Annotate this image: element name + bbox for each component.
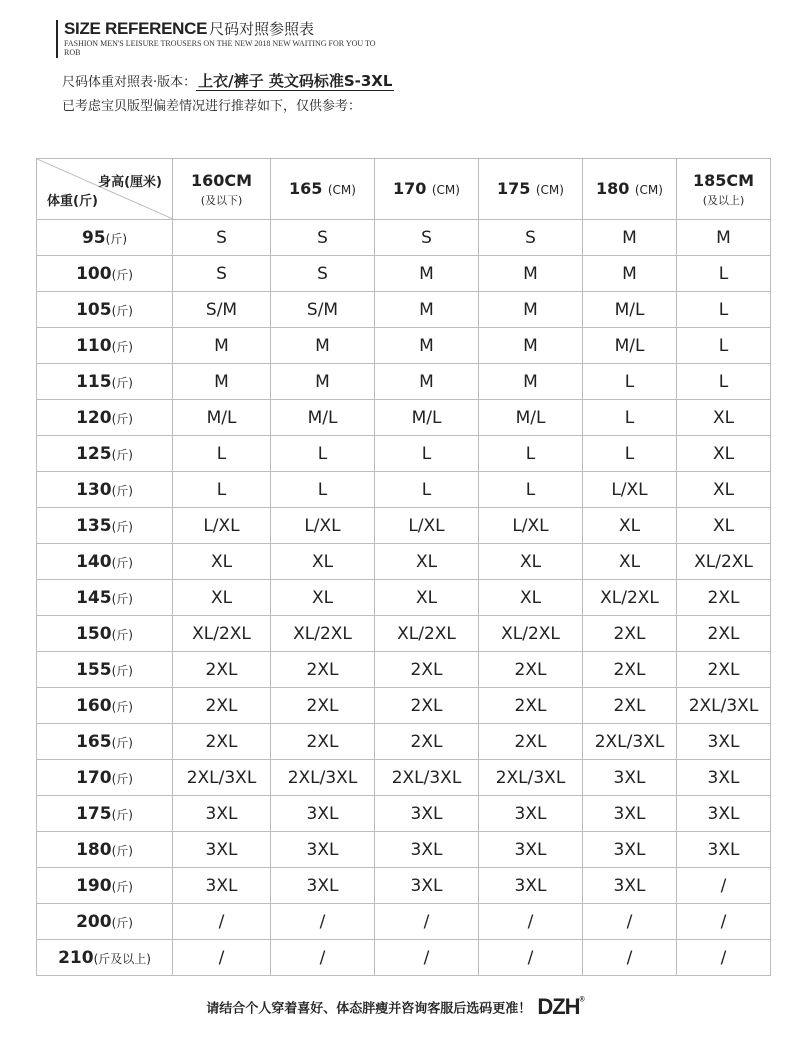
size-cell: XL/2XL: [271, 616, 375, 652]
weight-cell: [37, 652, 173, 688]
size-cell: M/L: [271, 400, 375, 436]
weight-cell: [37, 436, 173, 472]
size-cell: XL/2XL: [375, 616, 479, 652]
size-cell: S: [271, 220, 375, 256]
size-cell: M: [677, 220, 771, 256]
size-cell: 2XL: [583, 652, 677, 688]
weight-unit: (斤): [111, 879, 133, 894]
size-cell: 2XL/3XL: [583, 724, 677, 760]
size-cell: 2XL/3XL: [375, 760, 479, 796]
table-row: [37, 580, 771, 616]
weight-value: 95: [81, 227, 106, 248]
size-cell: L: [583, 436, 677, 472]
weight-value: 120: [76, 407, 112, 428]
size-cell: S: [479, 220, 583, 256]
size-cell: M: [173, 364, 271, 400]
height-unit: (CM): [535, 183, 564, 197]
brand-logo-text: DZH: [537, 994, 580, 1019]
size-cell: 3XL: [583, 832, 677, 868]
size-cell: 2XL: [375, 652, 479, 688]
size-cell: L/XL: [583, 472, 677, 508]
size-cell: 3XL: [677, 724, 771, 760]
size-cell: 3XL: [271, 868, 375, 904]
size-cell: XL: [677, 508, 771, 544]
weight-unit: (斤): [111, 267, 133, 282]
size-cell: S: [375, 220, 479, 256]
size-cell: S: [271, 256, 375, 292]
size-cell: L: [479, 472, 583, 508]
weight-value: 190: [76, 875, 112, 896]
table-header-row: [37, 159, 771, 220]
height-unit: (CM): [431, 183, 460, 197]
size-cell: XL: [173, 544, 271, 580]
size-cell: /: [583, 940, 677, 976]
size-cell: M: [583, 256, 677, 292]
table-row: [37, 292, 771, 328]
size-cell: L: [375, 472, 479, 508]
height-value: 180: [596, 179, 630, 198]
weight-unit: (斤): [111, 627, 133, 642]
size-cell: 2XL: [173, 652, 271, 688]
version-label: 尺码体重对照表·版本：: [62, 75, 197, 90]
size-cell: 2XL: [677, 616, 771, 652]
table-row: [37, 544, 771, 580]
height-qualifier: (及以下): [200, 193, 243, 207]
weight-value: 135: [76, 515, 112, 536]
weight-value: 110: [76, 335, 112, 356]
weight-cell: [37, 724, 173, 760]
weight-unit: (斤): [111, 843, 133, 858]
weight-cell: [37, 400, 173, 436]
size-cell: L: [173, 472, 271, 508]
size-cell: /: [375, 904, 479, 940]
size-cell: 3XL: [479, 796, 583, 832]
table-row: [37, 616, 771, 652]
weight-value: 100: [76, 263, 112, 284]
weight-value: 160: [76, 695, 112, 716]
size-cell: M/L: [583, 328, 677, 364]
weight-value: 105: [76, 299, 112, 320]
size-cell: 2XL: [479, 652, 583, 688]
size-cell: 3XL: [479, 868, 583, 904]
size-cell: 2XL: [677, 580, 771, 616]
size-cell: L: [479, 436, 583, 472]
recommendation-note: 已考虑宝贝版型偏差情况进行推荐如下，仅供参考：: [62, 99, 362, 114]
weight-unit: (斤): [111, 735, 133, 750]
size-cell: 3XL: [173, 796, 271, 832]
size-cell: 2XL: [271, 652, 375, 688]
size-cell: /: [173, 904, 271, 940]
weight-value: 130: [76, 479, 112, 500]
size-cell: XL: [583, 508, 677, 544]
weight-cell: [37, 328, 173, 364]
footer: [0, 994, 790, 1020]
weight-cell: [37, 292, 173, 328]
size-cell: M: [375, 328, 479, 364]
size-cell: XL: [271, 544, 375, 580]
weight-value: 165: [76, 731, 112, 752]
weight-value: 140: [76, 551, 112, 572]
size-cell: XL: [677, 436, 771, 472]
size-cell: S/M: [271, 292, 375, 328]
size-cell: 3XL: [271, 832, 375, 868]
size-cell: M: [479, 328, 583, 364]
weight-cell: [37, 904, 173, 940]
weight-cell: [37, 364, 173, 400]
weight-unit: (斤): [111, 771, 133, 786]
weight-cell: [37, 940, 173, 976]
size-cell: XL/2XL: [583, 580, 677, 616]
size-cell: XL: [479, 580, 583, 616]
size-cell: 3XL: [375, 832, 479, 868]
size-cell: 2XL: [173, 688, 271, 724]
size-cell: L: [173, 436, 271, 472]
table-row: [37, 472, 771, 508]
weight-cell: [37, 256, 173, 292]
size-cell: /: [271, 904, 375, 940]
weight-unit: (斤及以上): [93, 951, 151, 966]
height-value: 165: [289, 179, 323, 198]
title-line: [64, 18, 314, 39]
size-cell: /: [479, 940, 583, 976]
size-cell: M/L: [583, 292, 677, 328]
height-column-header: [375, 159, 479, 220]
size-cell: 2XL: [677, 652, 771, 688]
version-value: 上衣/裤子 英文码标准S-3XL: [198, 72, 393, 90]
version-line: [62, 70, 394, 91]
table-row: [37, 328, 771, 364]
weight-unit: (斤): [111, 303, 133, 318]
height-value: 175: [497, 179, 531, 198]
size-cell: XL: [479, 544, 583, 580]
size-cell: M: [375, 364, 479, 400]
weight-unit: (斤): [111, 915, 133, 930]
weight-unit: (斤): [111, 411, 133, 426]
table-row: [37, 724, 771, 760]
weight-value: 200: [76, 911, 112, 932]
size-cell: /: [173, 940, 271, 976]
weight-cell: [37, 796, 173, 832]
table-row: [37, 436, 771, 472]
corner-cell: [37, 159, 173, 220]
table-row: [37, 256, 771, 292]
size-cell: 2XL/3XL: [677, 688, 771, 724]
table-row: [37, 508, 771, 544]
table-row: [37, 400, 771, 436]
weight-value: 125: [76, 443, 112, 464]
weight-unit: (斤): [111, 699, 133, 714]
size-cell: 3XL: [583, 760, 677, 796]
size-cell: 2XL: [173, 724, 271, 760]
weight-unit: (斤): [105, 231, 128, 246]
size-cell: L: [375, 436, 479, 472]
size-cell: L/XL: [271, 508, 375, 544]
registered-mark: ®: [579, 996, 584, 1004]
size-cell: 2XL/3XL: [173, 760, 271, 796]
table-row: [37, 940, 771, 976]
size-cell: XL: [677, 400, 771, 436]
size-cell: S: [173, 220, 271, 256]
weight-cell: [37, 868, 173, 904]
height-column-header: [677, 159, 771, 220]
weight-value: 145: [76, 587, 112, 608]
size-cell: XL/2XL: [479, 616, 583, 652]
weight-unit: (斤): [111, 483, 133, 498]
footer-note: 请结合个人穿着喜好、体态胖瘦并咨询客服后选码更准！: [206, 1001, 532, 1017]
height-unit: (CM): [327, 183, 356, 197]
size-cell: XL/2XL: [173, 616, 271, 652]
size-cell: M: [583, 220, 677, 256]
size-cell: 2XL: [271, 688, 375, 724]
size-cell: M: [271, 328, 375, 364]
size-cell: M: [173, 328, 271, 364]
size-cell: XL: [271, 580, 375, 616]
size-cell: L: [677, 364, 771, 400]
size-cell: M: [479, 292, 583, 328]
size-cell: M: [271, 364, 375, 400]
size-cell: L: [583, 364, 677, 400]
size-cell: L: [677, 292, 771, 328]
size-cell: 3XL: [173, 832, 271, 868]
size-cell: M/L: [375, 400, 479, 436]
weight-unit: (斤): [111, 807, 133, 822]
size-cell: M: [479, 364, 583, 400]
size-cell: 3XL: [677, 796, 771, 832]
size-cell: 2XL: [583, 616, 677, 652]
table-row: [37, 832, 771, 868]
title-english: SIZE REFERENCE: [64, 19, 208, 38]
table-row: [37, 364, 771, 400]
height-unit: (CM): [634, 183, 663, 197]
weight-unit: (斤): [111, 591, 133, 606]
weight-value: 175: [76, 803, 112, 824]
size-cell: M: [375, 292, 479, 328]
weight-value: 155: [76, 659, 112, 680]
table-row: [37, 688, 771, 724]
size-cell: /: [479, 904, 583, 940]
size-table: [36, 158, 771, 976]
size-cell: XL: [375, 544, 479, 580]
size-cell: XL: [583, 544, 677, 580]
weight-cell: [37, 616, 173, 652]
size-cell: 2XL: [375, 688, 479, 724]
size-cell: L/XL: [375, 508, 479, 544]
size-cell: /: [677, 940, 771, 976]
size-cell: 3XL: [375, 868, 479, 904]
weight-unit: (斤): [111, 663, 133, 678]
weight-cell: [37, 508, 173, 544]
table-row: [37, 796, 771, 832]
height-column-header: [271, 159, 375, 220]
size-cell: M: [375, 256, 479, 292]
size-cell: L: [677, 256, 771, 292]
size-cell: L: [677, 328, 771, 364]
weight-cell: [37, 472, 173, 508]
height-column-header: [583, 159, 677, 220]
height-value: 160CM: [190, 170, 253, 190]
size-cell: 3XL: [173, 868, 271, 904]
size-cell: 3XL: [583, 796, 677, 832]
weight-value: 210: [58, 947, 94, 968]
size-cell: L: [271, 472, 375, 508]
size-cell: XL: [375, 580, 479, 616]
size-cell: S: [173, 256, 271, 292]
weight-unit: (斤): [111, 519, 133, 534]
size-cell: L/XL: [479, 508, 583, 544]
weight-cell: [37, 760, 173, 796]
size-cell: L: [271, 436, 375, 472]
weight-value: 180: [76, 839, 112, 860]
weight-value: 115: [76, 371, 112, 392]
size-cell: L: [583, 400, 677, 436]
weight-value: 150: [76, 623, 112, 644]
size-cell: /: [677, 868, 771, 904]
size-cell: 3XL: [375, 796, 479, 832]
size-cell: 2XL: [271, 724, 375, 760]
size-cell: XL: [677, 472, 771, 508]
weight-value: 170: [76, 767, 112, 788]
weight-cell: [37, 832, 173, 868]
size-cell: 2XL: [479, 724, 583, 760]
height-column-header: [479, 159, 583, 220]
weight-cell: [37, 220, 173, 256]
height-column-header: [173, 159, 271, 220]
size-cell: /: [375, 940, 479, 976]
height-value: 170: [393, 179, 427, 198]
size-cell: 2XL/3XL: [271, 760, 375, 796]
height-qualifier: (及以上): [702, 193, 745, 207]
size-cell: 3XL: [677, 760, 771, 796]
header-accent-bar: [56, 20, 58, 58]
size-cell: 2XL: [583, 688, 677, 724]
table-row: [37, 220, 771, 256]
size-cell: S/M: [173, 292, 271, 328]
weight-axis-label: 体重(斤): [47, 194, 98, 209]
weight-cell: [37, 544, 173, 580]
size-cell: 2XL: [375, 724, 479, 760]
size-cell: L/XL: [173, 508, 271, 544]
weight-unit: (斤): [111, 555, 133, 570]
table-row: [37, 904, 771, 940]
size-cell: XL/2XL: [677, 544, 771, 580]
size-cell: M/L: [479, 400, 583, 436]
size-cell: 3XL: [677, 832, 771, 868]
table-row: [37, 652, 771, 688]
table-row: [37, 760, 771, 796]
weight-cell: [37, 580, 173, 616]
size-cell: XL: [173, 580, 271, 616]
size-cell: 3XL: [271, 796, 375, 832]
weight-unit: (斤): [111, 339, 133, 354]
size-cell: 3XL: [479, 832, 583, 868]
brand-logo: [537, 994, 583, 1019]
table-row: [37, 868, 771, 904]
weight-unit: (斤): [111, 375, 133, 390]
size-cell: /: [271, 940, 375, 976]
title-chinese: 尺码对照参照表: [209, 20, 315, 38]
size-cell: 2XL: [479, 688, 583, 724]
weight-unit: (斤): [111, 447, 133, 462]
header-subtitle: FASHION MEN'S LEISURE TROUSERS ON THE NEW 2018 NEW WAITING FOR YOU TO ROB: [64, 39, 376, 57]
size-cell: /: [583, 904, 677, 940]
size-cell: M/L: [173, 400, 271, 436]
size-cell: /: [677, 904, 771, 940]
height-value: 185CM: [692, 170, 755, 190]
size-cell: 3XL: [583, 868, 677, 904]
weight-cell: [37, 688, 173, 724]
height-axis-label: 身高(厘米): [98, 175, 162, 190]
size-cell: 2XL/3XL: [479, 760, 583, 796]
size-cell: M: [479, 256, 583, 292]
